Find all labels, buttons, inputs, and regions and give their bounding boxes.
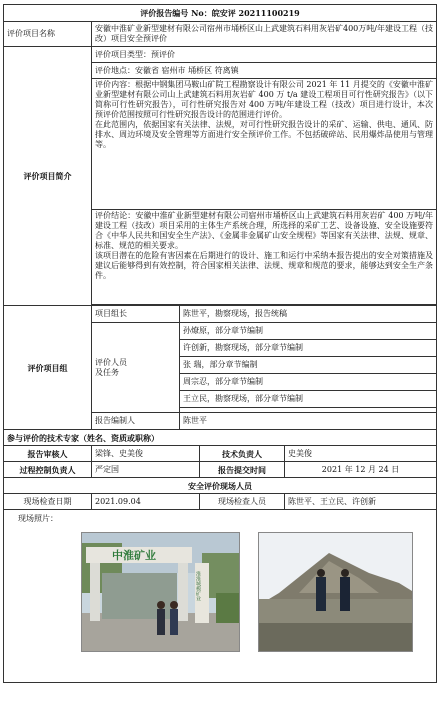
summary-label: 评价项目简介 bbox=[4, 47, 92, 306]
evaluation-conclusion: 评价结论：安徽中淮矿业新型建材有限公司宿州市埇桥区山上武建筑石料用灰岩矿 400 万吨/年建设工程（技改）项目采用的主体生产系统合理，所选择的采矿工艺、设备设施、安全设施要符合《中华人民共和国安全生产法》、《金属非金属矿山安全规程》等国家有关法律、法规、规章、标准、规范的相关要求。 该项目潜在的危险有害因素在后期进行的设计、施工和运行中采纳本报告提出的安全对策措施及建议后能够得到有效控制，符合国家相关法律、法规、规章和规范的要求，能够达到安全生产条件。 bbox=[92, 210, 437, 305]
submit-time-label: 报告提交时间 bbox=[200, 462, 285, 478]
process-lead-label: 过程控制负责人 bbox=[4, 462, 92, 478]
member-1: 孙燎原，部分章节编制 bbox=[180, 323, 437, 340]
team-label: 评价项目组 bbox=[4, 306, 92, 430]
gate-text: 中淮矿业 bbox=[112, 549, 156, 562]
leader-value: 陈世平，勘察现场，报告统稿 bbox=[180, 306, 437, 323]
member-4: 周宗忍，部分章节编制 bbox=[180, 374, 437, 391]
site-date-value: 2021.09.04 bbox=[92, 494, 200, 510]
photos-label: 现场照片： bbox=[18, 514, 58, 523]
project-name-value: 安徽中淮矿业新型建材有限公司宿州市埇桥区山上武建筑石料用灰岩矿400万吨/年建设工程（技改）项目安全预评价 bbox=[92, 22, 437, 47]
site-photo-quarry bbox=[258, 532, 413, 652]
process-lead-value: 严定国 bbox=[92, 462, 200, 478]
site-people-label: 现场检查人员 bbox=[200, 494, 285, 510]
project-type-line: 评价项目类型：预评价 bbox=[92, 47, 437, 63]
project-location-line: 评价地点：安徽省 宿州市 埇桥区 符离镇 bbox=[92, 63, 437, 79]
experts-header: 参与评价的技术专家（姓名、资质或职称） bbox=[4, 430, 437, 446]
site-photo-gate bbox=[81, 532, 240, 652]
evaluation-content: 评价内容：根据中钢集团马鞍山矿院工程勘察设计有限公司 2021 年 11 月提交的《安徽中淮矿业新型建材有限公司山上武建筑石料用灰岩矿 400 万 t/a 建设工程项目可行性研究报告》（以下简称可行性研究报告），可行性研究报告对 400 万吨/年建设工程（技改）项目进行设计，本次预评价范围按照可行性研究报告设计的范围进行评价。 在此范围内，依据国家有关法律、法规，对可行性研究报告设计的采矿、运输、供电、通风、防排水、周边环境及安全管理等方面进行安全预评价工作。不包括破碎站、民用爆炸品使用与管理等。 bbox=[92, 79, 437, 210]
member-3: 张 瑞，部分章节编制 bbox=[180, 357, 437, 374]
site-people-value: 陈世平、王立民、许创新 bbox=[285, 494, 437, 510]
tech-lead-value: 史美俊 bbox=[285, 446, 437, 462]
photos-cell bbox=[4, 510, 437, 683]
report-number-title: 评价报告编号 No：皖安评 20211100219 bbox=[4, 5, 437, 22]
reviewer-label: 报告审核人 bbox=[4, 446, 92, 462]
submit-time-value: 2021 年 12 月 24 日 bbox=[285, 462, 437, 478]
site-date-label: 现场检查日期 bbox=[4, 494, 92, 510]
members-label: 评价人员 及任务 bbox=[92, 323, 180, 413]
reviewer-value: 梁锋、史美俊 bbox=[92, 446, 200, 462]
project-name-label: 评价项目名称 bbox=[4, 22, 92, 47]
member-5: 王立民，勘察现场，部分章节编制 bbox=[180, 391, 437, 408]
tech-lead-label: 技术负责人 bbox=[200, 446, 285, 462]
leader-label: 项目组长 bbox=[92, 306, 180, 323]
gate-sign-text: 淮淮城模矿业 bbox=[195, 571, 201, 601]
editor-value: 陈世平 bbox=[180, 413, 437, 430]
member-2: 许创新，勘察现场，部分章节编制 bbox=[180, 340, 437, 357]
site-personnel-header: 安全评价现场人员 bbox=[4, 478, 437, 494]
editor-label: 报告编制人 bbox=[92, 413, 180, 430]
report-table bbox=[3, 4, 437, 683]
